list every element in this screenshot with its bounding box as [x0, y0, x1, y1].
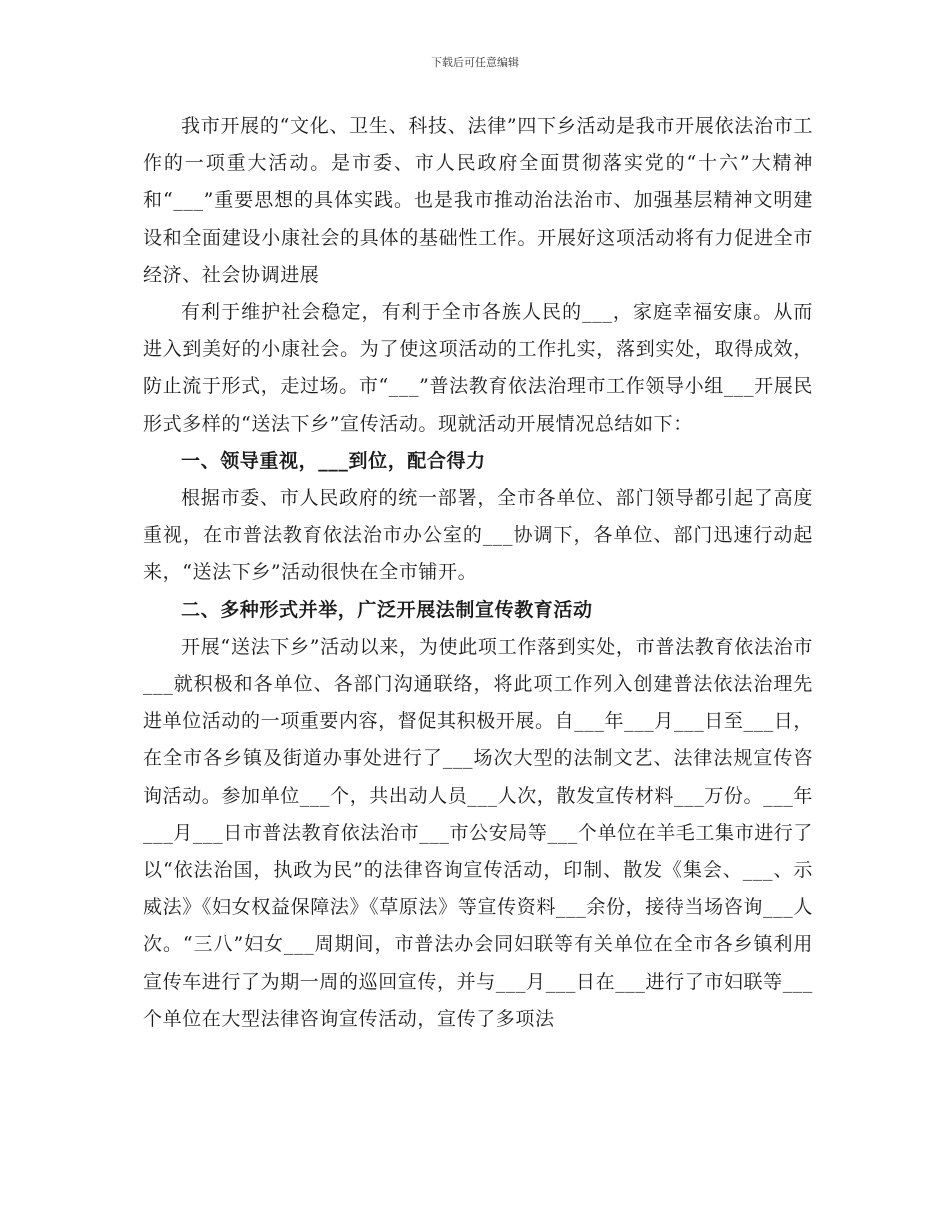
section-heading-1: 一、领导重视，___到位，配合得力 — [181, 449, 486, 472]
header-note: 下载后可任意编辑 — [431, 56, 519, 69]
paragraph-leadership: 根据市委、市人民政府的统一部署，全市各单位、部门领导都引起了高度重视，在市普法教育依法治市办公室的___协调下，各单位、部门迅速行动起来，“送法下乡”活动很快在全市铺开。 — [143, 487, 813, 584]
section-heading-2: 二、多种形式并举，广泛开展法制宣传教育活动 — [181, 598, 593, 621]
document-body — [143, 108, 813, 1038]
paragraph-benefits: 有利于维护社会稳定，有利于全市各族人民的___，家庭幸福安康。从而进入到美好的小康社会。为了使这项活动的工作扎实，落到实处，取得成效，防止流于形式，走过场。市“___”普法教育依法治理市工作领导小组___开展民形式多样的“送法下乡”宣传活动。现就活动开展情况总结如下： — [143, 301, 813, 435]
paragraph-activities: 开展“送法下乡”活动以来，为使此项工作落到实处，市普法教育依法治市___就积极和各单位、各部门沟通联络，将此项工作列入创建普法依法治理先进单位活动的一项重要内容，督促其积极开展。自___年___月___日至___日，在全市各乡镇及街道办事处进行了___场次大型的法制文艺、法律法规宣传咨询活动。参加单位___个，共出动人员___人次，散发宣传材料___万份。___年___月___日市普法教育依法治市___市公安局等___个单位在羊毛工集市进行了以“依法治国，执政为民”的法律咨询宣传活动，印制、散发《集会、___、示威法》《妇女权益保障法》《草原法》等宣传资料___余份，接待当场咨询___人次。“三八”妇女___周期间，市普法办会同妇联等有关单位在全市各乡镇利用宣传车进行了为期一周的巡回宣传，并与___月___日在___进行了市妇联等___个单位在大型法律咨询宣传活动，宣传了多项法 — [143, 635, 814, 1030]
paragraph-intro: 我市开展的“文化、卫生、科技、法律”四下乡活动是我市开展依法治市工作的一项重大活动。是市委、市人民政府全面贯彻落实党的“十六”大精神和“___”重要思想的具体实践。也是我市推动治法治市、加强基层精神文明建设和全面建设小康社会的具体的基础性工作。开展好这项活动将有力促进全市经济、社会协调进展 — [143, 115, 813, 286]
